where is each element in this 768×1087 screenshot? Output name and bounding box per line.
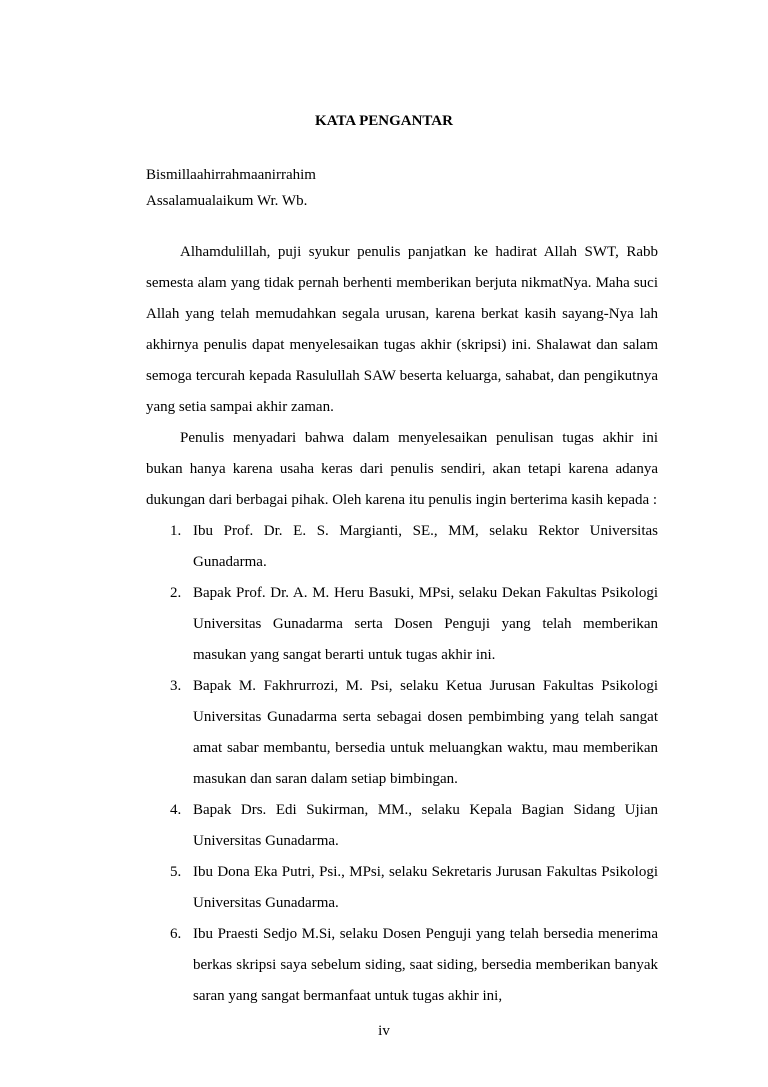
list-item-number: 6. xyxy=(170,926,182,942)
list-item xyxy=(158,516,658,578)
greeting-bismillah: Bismillaahirrahmaanirrahim xyxy=(146,167,316,183)
body-text xyxy=(146,237,658,1012)
greeting-salam: Assalamualaikum Wr. Wb. xyxy=(146,193,308,209)
paragraph-acknowledgement: Penulis menyadari bahwa dalam menyelesaikan penulisan tugas akhir ini bukan hanya karena usaha keras dari penulis sendiri, akan tetapi karena adanya dukungan dari berbagai pihak. Oleh karena itu penulis ingin berterima kasih kepada : xyxy=(146,430,658,508)
list-item xyxy=(158,857,658,919)
list-item-number: 4. xyxy=(170,802,182,818)
list-item xyxy=(158,578,658,671)
list-item-text: Ibu Prof. Dr. E. S. Margianti, SE., MM, selaku Rektor Universitas Gunadarma. xyxy=(193,523,658,570)
list-item-text: Bapak M. Fakhrurrozi, M. Psi, selaku Ketua Jurusan Fakultas Psikologi Universitas Gunadarma serta sebagai dosen pembimbing yang telah sangat amat sabar membantu, bersedia untuk meluangkan waktu, mau memberikan masukan dan saran dalam setiap bimbingan. xyxy=(193,678,658,787)
page-title: KATA PENGANTAR xyxy=(315,113,453,129)
list-item-number: 1. xyxy=(170,523,182,539)
list-item xyxy=(158,671,658,795)
list-item-number: 5. xyxy=(170,864,182,880)
list-item-text: Ibu Praesti Sedjo M.Si, selaku Dosen Penguji yang telah bersedia menerima berkas skripsi saya sebelum siding, saat siding, bersedia memberikan banyak saran yang sangat bermanfaat untuk tugas akhir ini, xyxy=(193,926,658,1004)
paragraph-opening: Alhamdulillah, puji syukur penulis panjatkan ke hadirat Allah SWT, Rabb semesta alam yang tidak pernah berhenti memberikan berjuta nikmatNya. Maha suci Allah yang telah memudahkan segala urusan, karena berkat kasih sayang-Nya lah akhirnya penulis dapat menyelesaikan tugas akhir (skripsi) ini. Shalawat dan salam semoga tercurah kepada Rasulullah SAW beserta keluarga, sahabat, dan pengikutnya yang setia sampai akhir zaman. xyxy=(146,244,658,415)
list-item-text: Bapak Drs. Edi Sukirman, MM., selaku Kepala Bagian Sidang Ujian Universitas Gunadarma. xyxy=(193,802,658,849)
list-item xyxy=(158,795,658,857)
list-item-text: Ibu Dona Eka Putri, Psi., MPsi, selaku Sekretaris Jurusan Fakultas Psikologi Universitas Gunadarma. xyxy=(193,864,658,911)
list-item xyxy=(158,919,658,1012)
list-item-number: 2. xyxy=(170,585,182,601)
acknowledgement-list xyxy=(146,516,658,1012)
list-item-text: Bapak Prof. Dr. A. M. Heru Basuki, MPsi, selaku Dekan Fakultas Psikologi Universitas Gunadarma serta Dosen Penguji yang telah memberikan masukan yang sangat berarti untuk tugas akhir ini. xyxy=(193,585,658,663)
page-number: iv xyxy=(378,1023,390,1039)
list-item-number: 3. xyxy=(170,678,182,694)
